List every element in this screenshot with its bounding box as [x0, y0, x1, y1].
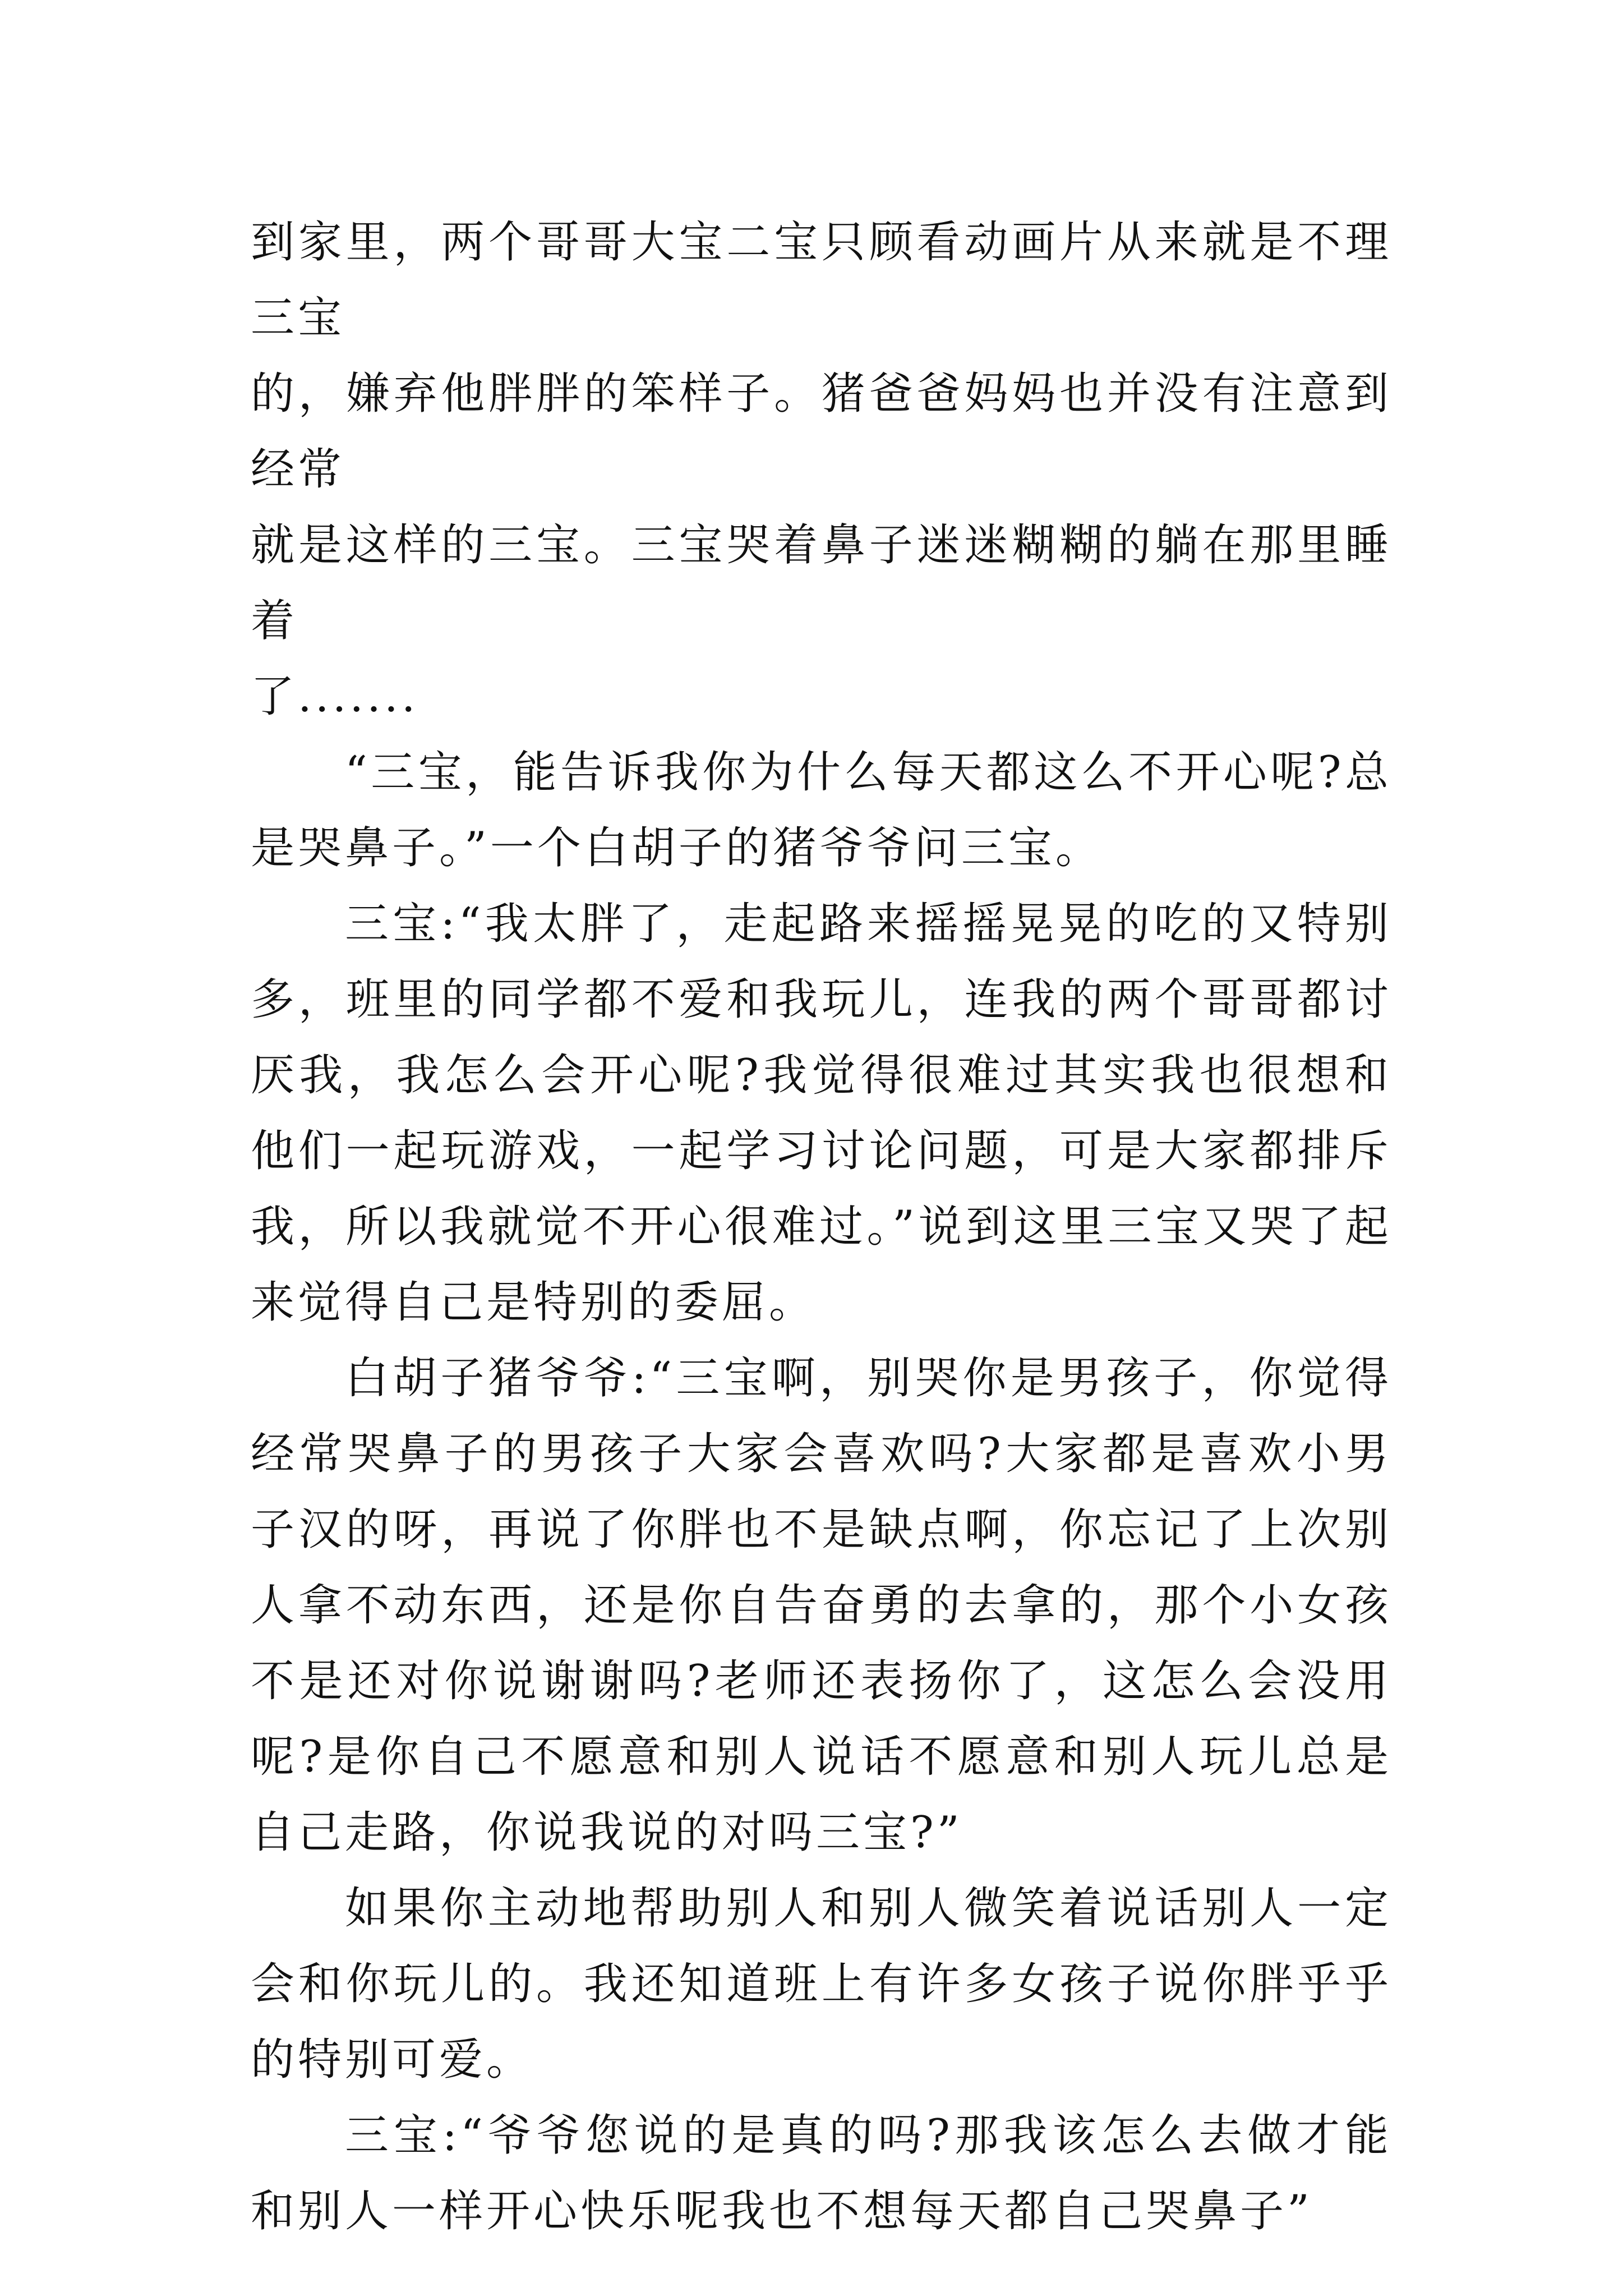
paragraph-6: 三宝:“爷爷您说的是真的吗?那我该怎么去做才能和别人一样开心快乐呢我也不想每天都自己哭鼻子”: [251, 2110, 1392, 2237]
paragraph-5: 如果你主动地帮助别人和别人微笑着说话别人一定会和你玩儿的。我还知道班上有许多女孩子说你胖乎乎的特别可爱。: [251, 1883, 1392, 2085]
paragraph-1-line-3: 就是这样的三宝。三宝哭着鼻子迷迷糊糊的躺在那里睡着: [251, 520, 1392, 646]
paragraph-4: 白胡子猪爷爷:“三宝啊，别哭你是男孩子，你觉得经常哭鼻子的男孩子大家会喜欢吗?大家都是喜欢小男子汉的呀，再说了你胖也不是缺点啊，你忘记了上次别人拿不动东西，还是你自告奋勇的去拿的，那个小女孩不是还对你说谢谢吗?老师还表扬你了，这怎么会没用呢?是你自己不愿意和别人说话不愿意和别人玩儿总是自己走路，你说我说的对吗三宝?”: [251, 1353, 1392, 1858]
paragraph-1-line-2: 的，嫌弃他胖胖的笨样子。猪爸爸妈妈也并没有注意到经常: [251, 369, 1392, 495]
document-body: [251, 205, 1392, 2249]
paragraph-1-line-4: 了.......: [251, 671, 419, 722]
paragraph-2: “三宝，能告诉我你为什么每天都这么不开心呢?总是哭鼻子。”一个白胡子的猪爷爷问三宝。: [251, 747, 1392, 873]
paragraph-1-line-1: 到家里，两个哥哥大宝二宝只顾看动画片从来就是不理三宝: [251, 217, 1392, 343]
paragraph-3: 三宝:“我太胖了，走起路来摇摇晃晃的吃的又特别多，班里的同学都不爱和我玩儿，连我的两个哥哥都讨厌我，我怎么会开心呢?我觉得很难过其实我也很想和他们一起玩游戏，一起学习讨论问题，可是大家都排斥我，所以我就觉不开心很难过。”说到这里三宝又哭了起来觉得自己是特别的委屈。: [251, 899, 1392, 1328]
paragraph-1: [251, 205, 1392, 735]
